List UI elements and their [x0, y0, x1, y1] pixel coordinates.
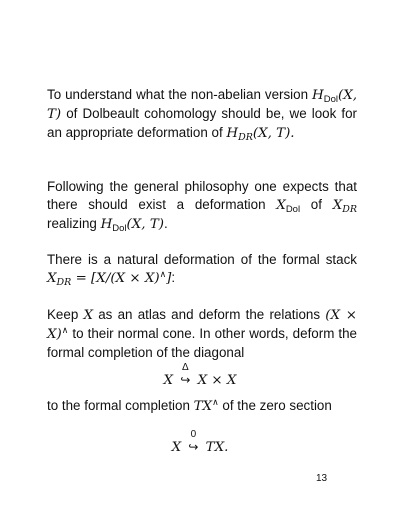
text-run: To understand what the non-abelian version [47, 87, 313, 102]
text-run: : [171, 270, 176, 286]
text-run: Keep [47, 307, 84, 322]
math-symbol: X [47, 271, 57, 287]
math-expression: TX. [205, 440, 229, 455]
math-expression: (X × X) [47, 308, 357, 343]
page-number: 13 [316, 473, 328, 484]
paragraph-4 [47, 306, 357, 363]
math-subscript: Dol [112, 223, 127, 235]
text-run: as an atlas and deform the relations [93, 307, 326, 322]
arrow-label: Δ [182, 362, 189, 373]
text-run: to their normal cone. In other words, deform the formal completion of the diagonal [47, 326, 357, 361]
display-equation-zero-section [0, 429, 400, 455]
text-run: to the formal completion [47, 398, 194, 413]
math-symbol: X [83, 308, 94, 323]
arrow-glyph: ↪ [188, 440, 199, 454]
text-run: of the zero section [218, 398, 332, 413]
math-symbol: H [100, 217, 113, 233]
text-run: . [163, 216, 168, 232]
paragraph-3 [47, 251, 357, 288]
hook-arrow-icon [177, 362, 193, 387]
math-symbol: X [163, 373, 174, 388]
math-subscript: Dol [323, 94, 338, 105]
math-symbol: X [332, 198, 343, 214]
math-subscript: Dol [285, 204, 301, 216]
math-superscript: ∧ [159, 270, 167, 281]
math-symbol: X [276, 198, 286, 214]
math-symbol: X [171, 440, 182, 455]
math-expression: (X, T) [126, 217, 164, 233]
math-expression: TX [193, 399, 213, 414]
display-equation-diagonal [0, 362, 400, 388]
math-expression: = [X/(X × X) [71, 271, 160, 287]
math-symbol: H [226, 126, 239, 142]
text-run: of [300, 197, 333, 213]
math-expression: X × X [197, 373, 237, 388]
math-superscript: ∧ [61, 326, 69, 337]
text-run: realizing [47, 216, 101, 232]
math-superscript: ∧ [212, 398, 219, 408]
arrow-label: 0 [190, 429, 197, 440]
paragraph-2 [47, 178, 357, 235]
math-subscript: DR [342, 204, 358, 216]
paragraph-1 [47, 86, 357, 144]
text-run: There is a natural deformation of the formal stack [47, 252, 357, 267]
paragraph-5 [47, 397, 357, 416]
text-run: of Dolbeault cohomology should be, we look for an appropriate deformation of [47, 106, 357, 141]
math-subscript: DR [238, 132, 253, 144]
math-expression: (X, T). [252, 126, 295, 142]
math-expression: ] [166, 271, 172, 287]
math-expression: (X, T) [47, 88, 357, 123]
arrow-glyph: ↪ [180, 373, 191, 387]
math-subscript: DR [56, 277, 72, 289]
text-run: Following the general philosophy one expects that there should exist a deformation [47, 179, 357, 213]
hook-arrow-icon [185, 429, 201, 454]
math-symbol: H [312, 88, 324, 103]
